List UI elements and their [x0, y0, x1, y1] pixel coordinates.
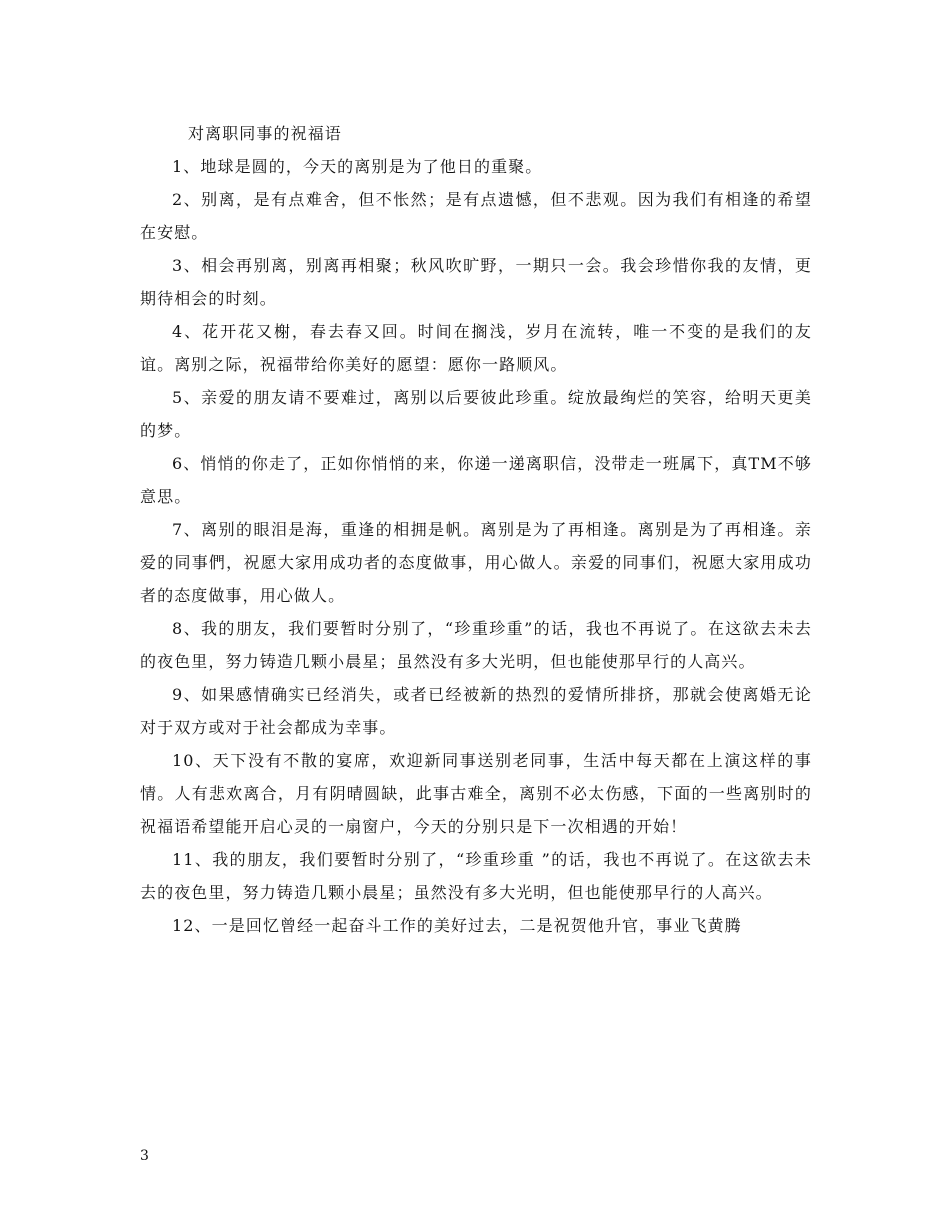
paragraph-3: 3、相会再别离，别离再相聚；秋风吹旷野，一期只一会。我会珍惜你我的友情，更期待相会的时刻。 — [140, 256, 812, 308]
paragraph-1: 1、地球是圆的，今天的离别是为了他日的重聚。 — [172, 157, 543, 176]
paragraph-2: 2、别离，是有点难舍，但不怅然；是有点遗憾，但不悲观。因为我们有相逢的希望在安慰。 — [140, 190, 812, 242]
document-title: 对离职同事的祝福语 — [188, 124, 342, 143]
paragraph-10: 10、天下没有不散的宴席，欢迎新同事送别老同事，生活中每天都在上演这样的事情。人有悲欢离合，月有阴晴圆缺，此事古难全，离别不必太伤感，下面的一些离别时的祝福语希望能开启心灵的一扇窗户，今天的分别只是下一次相遇的开始！ — [140, 751, 812, 836]
paragraph-4: 4、花开花又榭，春去春又回。时间在搁浅，岁月在流转，唯一不变的是我们的友谊。离别之际，祝福带给你美好的愿望：愿你一路顺风。 — [140, 322, 812, 374]
paragraph-9: 9、如果感情确实已经消失，或者已经被新的热烈的爱情所排挤，那就会使离婚无论对于双方或对于社会都成为幸事。 — [140, 685, 812, 737]
paragraph-12: 12、一是回忆曾经一起奋斗工作的美好过去，二是祝贺他升官，事业飞黄腾 — [172, 916, 742, 935]
paragraph-6: 6、悄悄的你走了，正如你悄悄的来，你递一递离职信，没带走一班属下，真TM不够意思。 — [140, 454, 812, 506]
paragraph-8: 8、我的朋友，我们要暂时分别了，“珍重珍重”的话，我也不再说了。在这欲去未去的夜色里，努力铸造几颗小晨星；虽然没有多大光明，但也能使那早行的人高兴。 — [140, 619, 812, 671]
paragraph-5: 5、亲爱的朋友请不要难过，离别以后要彼此珍重。绽放最绚烂的笑容，给明天更美的梦。 — [140, 388, 812, 440]
page-number: 3 — [140, 1148, 149, 1164]
document-body — [140, 117, 812, 942]
paragraph-7: 7、离别的眼泪是海，重逢的相拥是帆。离别是为了再相逢。离别是为了再相逢。亲爱的同事們，祝愿大家用成功者的态度做事，用心做人。亲爱的同事们，祝愿大家用成功者的态度做事，用心做人。 — [140, 520, 812, 605]
paragraph-11: 11、我的朋友，我们要暂时分别了，“珍重珍重 ”的话，我也不再说了。在这欲去未去的夜色里，努力铸造几颗小晨星；虽然没有多大光明，但也能使那早行的人高兴。 — [140, 850, 812, 902]
